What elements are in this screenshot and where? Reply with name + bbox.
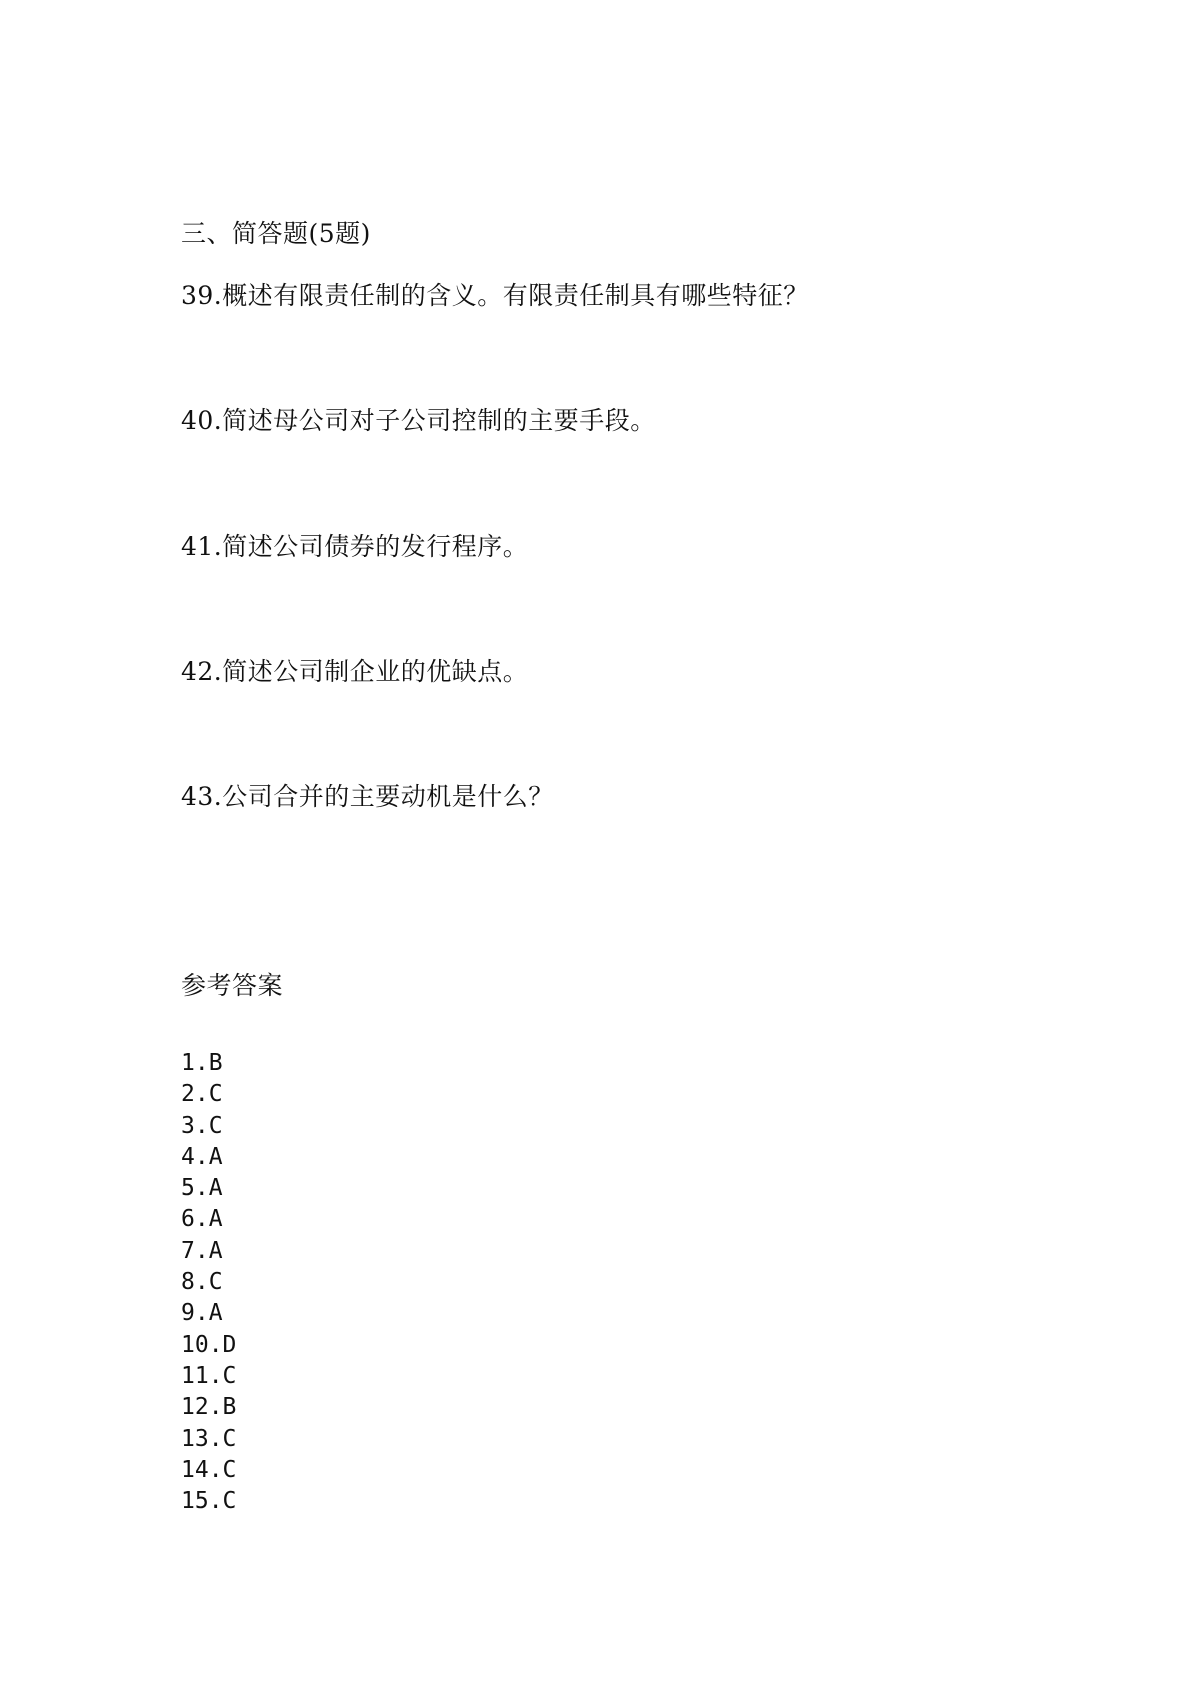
question-40: 40.简述母公司对子公司控制的主要手段。 bbox=[181, 406, 656, 435]
answer-item: 14.C bbox=[181, 1456, 237, 1483]
question-43: 43.公司合并的主要动机是什么？ bbox=[181, 782, 554, 811]
answer-item: 7.A bbox=[181, 1237, 223, 1264]
question-42: 42.简述公司制企业的优缺点。 bbox=[181, 657, 529, 686]
answer-item: 8.C bbox=[181, 1269, 223, 1296]
answer-item: 11.C bbox=[181, 1362, 237, 1389]
answer-item: 13.C bbox=[181, 1425, 237, 1452]
section-heading: 三、简答题(5题) bbox=[181, 219, 371, 248]
answer-item: 9.A bbox=[181, 1300, 223, 1327]
answer-item: 4.A bbox=[181, 1143, 223, 1170]
answer-item: 1.B bbox=[181, 1050, 223, 1076]
question-39: 39.概述有限责任制的含义。有限责任制具有哪些特征？ bbox=[181, 281, 809, 310]
answer-item: 15.C bbox=[181, 1488, 237, 1515]
answer-item: 5.A bbox=[181, 1175, 223, 1202]
answers-heading: 参考答案 bbox=[181, 971, 284, 1000]
question-41: 41.简述公司债券的发行程序。 bbox=[181, 532, 529, 561]
answer-item: 12.B bbox=[181, 1394, 237, 1421]
answer-item: 6.A bbox=[181, 1206, 223, 1233]
answer-item: 2.C bbox=[181, 1081, 223, 1108]
answer-list bbox=[181, 1048, 236, 1517]
answer-item: 10.D bbox=[181, 1331, 237, 1358]
answer-item: 3.C bbox=[181, 1112, 223, 1139]
